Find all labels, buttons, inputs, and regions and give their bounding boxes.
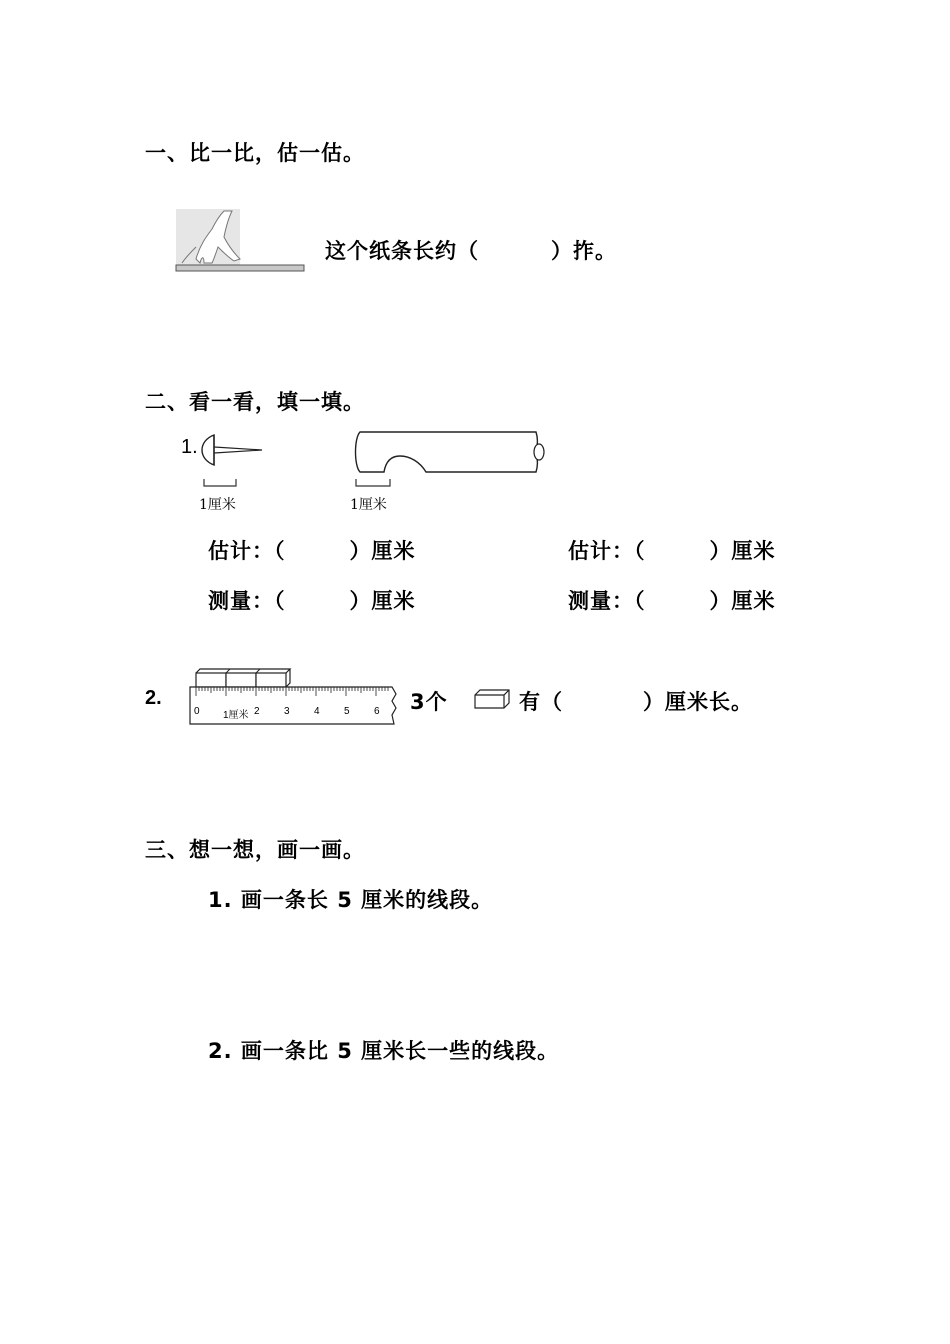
q1-number: 1. bbox=[181, 436, 198, 458]
thumbtack-icon bbox=[198, 432, 268, 468]
stick-estimate-line: 估计：（ ）厘米 bbox=[568, 539, 776, 563]
paper-strip-question: 这个纸条长约（ ）拃。 bbox=[325, 239, 617, 263]
stick-measure-line: 测量：（ ）厘米 bbox=[568, 589, 776, 613]
pin-scale-bracket bbox=[200, 478, 240, 488]
q2-number: 2. bbox=[145, 687, 162, 709]
stick-scale-label: 1厘米 bbox=[350, 497, 387, 513]
ruler-tick-label: 3 bbox=[284, 706, 290, 717]
wooden-stick-icon bbox=[350, 430, 550, 474]
section2-heading: 二、看一看，填一填。 bbox=[145, 390, 365, 414]
ruler-tick-label: 0 bbox=[194, 706, 200, 717]
q2-question-line: 有（ ）厘米长。 bbox=[519, 690, 753, 714]
hand-span-illustration bbox=[174, 207, 308, 275]
section3-heading: 三、想一想，画一画。 bbox=[145, 838, 365, 862]
pin-estimate-line: 估计：（ ）厘米 bbox=[208, 539, 416, 563]
ruler-tick-label: 4 bbox=[314, 706, 320, 717]
pin-measure-line: 测量：（ ）厘米 bbox=[208, 589, 416, 613]
ruler-tick-label: 1厘米 bbox=[223, 710, 249, 721]
q2-count: 3个 bbox=[410, 690, 448, 714]
ruler-tick-label: 5 bbox=[344, 706, 350, 717]
cube-block-icon bbox=[472, 688, 512, 710]
ruler-tick-label: 6 bbox=[374, 706, 380, 717]
ruler-tick-label: 2 bbox=[254, 706, 260, 717]
draw-task-1: 1. 画一条长 5 厘米的线段。 bbox=[208, 888, 494, 912]
draw-task-2: 2. 画一条比 5 厘米长一些的线段。 bbox=[208, 1039, 560, 1063]
section1-heading: 一、比一比，估一估。 bbox=[145, 141, 365, 165]
ruler-with-cubes bbox=[186, 668, 398, 730]
ruler-drawing bbox=[186, 668, 398, 730]
stick-scale-bracket bbox=[352, 478, 396, 488]
pin-scale-label: 1厘米 bbox=[199, 497, 236, 513]
